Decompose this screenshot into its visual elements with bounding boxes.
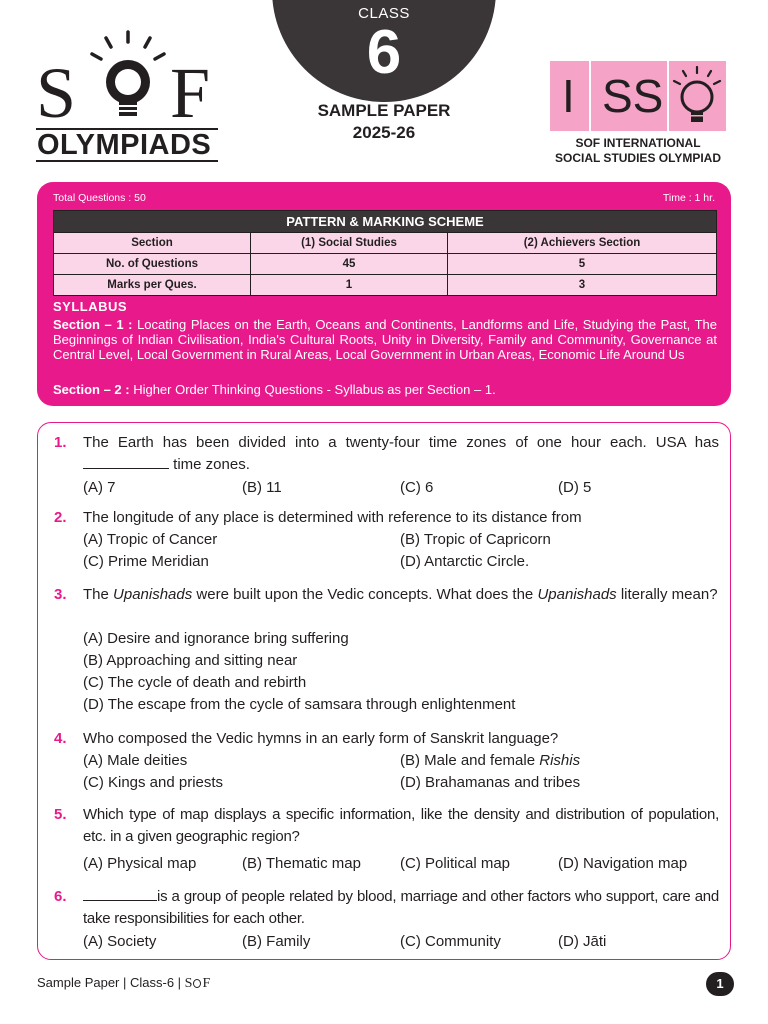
isso-name-line2: SOCIAL STUDIES OLYMPIAD [554, 151, 722, 165]
option-d: (D) The escape from the cycle of samsara through enlightenment [83, 696, 516, 713]
table-row [54, 233, 717, 254]
option-b-text: (B) Male and female [400, 752, 540, 769]
question-stem-part: were built upon the Vedic concepts. What does the [192, 586, 538, 603]
table-title: PATTERN & MARKING SCHEME [54, 211, 717, 233]
sof-letter-s: S [36, 53, 77, 133]
option-a: (A) Physical map [83, 855, 197, 872]
option-d: (D) Navigation map [558, 855, 688, 872]
question-stem: Which type of map displays a specific information, like the density and distribution of population, etc. in a given geographic region? [83, 806, 719, 845]
lightbulb-icon [193, 979, 201, 988]
option-c: (C) The cycle of death and rebirth [83, 674, 307, 691]
option-c: (C) Prime Meridian [83, 553, 209, 570]
question-stem [83, 584, 719, 606]
option-a: (A) Tropic of Cancer [83, 531, 218, 548]
option-d: (D) Antarctic Circle. [400, 553, 530, 570]
question-number: 6. [54, 888, 67, 905]
sof-wordmark: OLYMPIADS [36, 128, 218, 162]
pattern-info-box [37, 182, 731, 406]
section-2-text: Higher Order Thinking Questions - Syllabus as per Section – 1. [129, 382, 496, 397]
class-number: 6 [366, 18, 402, 87]
table-cell: (1) Social Studies [251, 233, 448, 254]
isso-divider [589, 61, 591, 131]
isso-letters-ss: SS [602, 70, 664, 122]
footer [37, 975, 210, 992]
isso-logo [550, 61, 726, 131]
question-number: 5. [54, 806, 67, 823]
question-number: 2. [54, 509, 67, 526]
table-row [54, 275, 717, 296]
question-stem-part: literally mean? [616, 586, 718, 603]
option-c: (C) 6 [400, 479, 434, 496]
table-cell: Marks per Ques. [54, 275, 251, 296]
option-a: (A) Male deities [83, 752, 188, 769]
paper-title-line2: 2025-26 [352, 123, 416, 142]
section-1-text: Locating Places on the Earth, Oceans and Continents, Landforms and Life, Studying the Past, The Beginnings of Indian Civilisation, India's Cultural Roots, Unity in Diversity, Family and Community, Governance at Central Level, Local Government in Rural Areas, Local Government in Urban Areas, Economic Life Around Us [53, 317, 718, 362]
option-b: (B) Thematic map [242, 855, 361, 872]
time-limit: Time : 1 hr. [662, 192, 715, 204]
table-cell: 1 [251, 275, 448, 296]
table-row [54, 254, 717, 275]
option-b: (B) Tropic of Capricorn [400, 531, 551, 548]
question-stem: The longitude of any place is determined with reference to its distance from [83, 509, 582, 526]
isso-logo-letters [550, 61, 670, 131]
question-stem-part: time zones. [173, 456, 250, 473]
question-stem [83, 432, 719, 476]
option-b [400, 750, 580, 772]
question-number: 4. [54, 730, 67, 747]
answer-blank [83, 886, 157, 901]
question-stem: Who composed the Vedic hymns in an early form of Sanskrit language? [83, 730, 559, 747]
table-cell: 45 [251, 254, 448, 275]
page-number: 1 [706, 972, 734, 996]
lightbulb-icon [670, 65, 724, 127]
option-c: (C) Kings and priests [83, 774, 224, 791]
marking-scheme-table [53, 210, 717, 296]
footer-logo-s: S [184, 976, 193, 991]
lightbulb-icon [88, 30, 168, 130]
answer-blank [83, 454, 169, 469]
sof-logo [36, 28, 226, 168]
syllabus-section-2 [53, 382, 717, 397]
section-2-label: Section – 2 : [53, 382, 130, 397]
question-number: 1. [54, 434, 67, 451]
option-c: (C) Political map [400, 855, 511, 872]
option-b-emphasis: Rishis [539, 752, 581, 769]
option-a: (A) 7 [83, 479, 116, 496]
sof-letter-f: F [170, 53, 211, 133]
option-d: (D) Brahamanas and tribes [400, 774, 581, 791]
question-stem-part: The [83, 586, 114, 603]
syllabus-section-1 [53, 317, 717, 362]
question-number: 3. [54, 586, 67, 603]
question-stem-part: The Earth has been divided into a twenty-four time zones of one hour each. USA has [83, 434, 719, 451]
table-cell: No. of Questions [54, 254, 251, 275]
syllabus-heading: SYLLABUS [53, 299, 128, 314]
footer-logo-f: F [202, 976, 211, 991]
table-cell: (2) Achievers Section [448, 233, 717, 254]
table-cell: Section [54, 233, 251, 254]
question-stem [83, 886, 719, 930]
section-1-label: Section – 1 : [53, 317, 133, 332]
option-b: (B) Approaching and sitting near [83, 652, 298, 669]
paper-title-line1: SAMPLE PAPER [317, 101, 451, 120]
option-d: (D) 5 [558, 479, 592, 496]
option-a: (A) Society [83, 933, 157, 950]
footer-text: Sample Paper | Class-6 | [37, 975, 185, 990]
question-stem-part: is a group of people related by blood, marriage and other factors who support, care and take responsibilities for each other. [83, 888, 719, 927]
paper-title [272, 100, 496, 144]
question-stem-emphasis: Upanishads [537, 586, 617, 603]
table-cell: 5 [448, 254, 717, 275]
option-d: (D) Jāti [558, 933, 607, 950]
option-c: (C) Community [400, 933, 501, 950]
question-stem-emphasis: Upanishads [113, 586, 193, 603]
isso-letter-i: I [562, 70, 575, 122]
option-b: (B) 11 [242, 479, 282, 496]
questions-box [37, 422, 731, 960]
isso-name-line1: SOF INTERNATIONAL [575, 136, 701, 150]
option-b: (B) Family [242, 933, 311, 950]
footer-sof-logo [185, 976, 211, 991]
option-a: (A) Desire and ignorance bring suffering [83, 630, 349, 647]
table-cell: 3 [448, 275, 717, 296]
isso-name [540, 136, 736, 166]
class-label: CLASS [358, 5, 410, 22]
total-questions: Total Questions : 50 [53, 192, 146, 204]
isso-divider [667, 61, 669, 131]
